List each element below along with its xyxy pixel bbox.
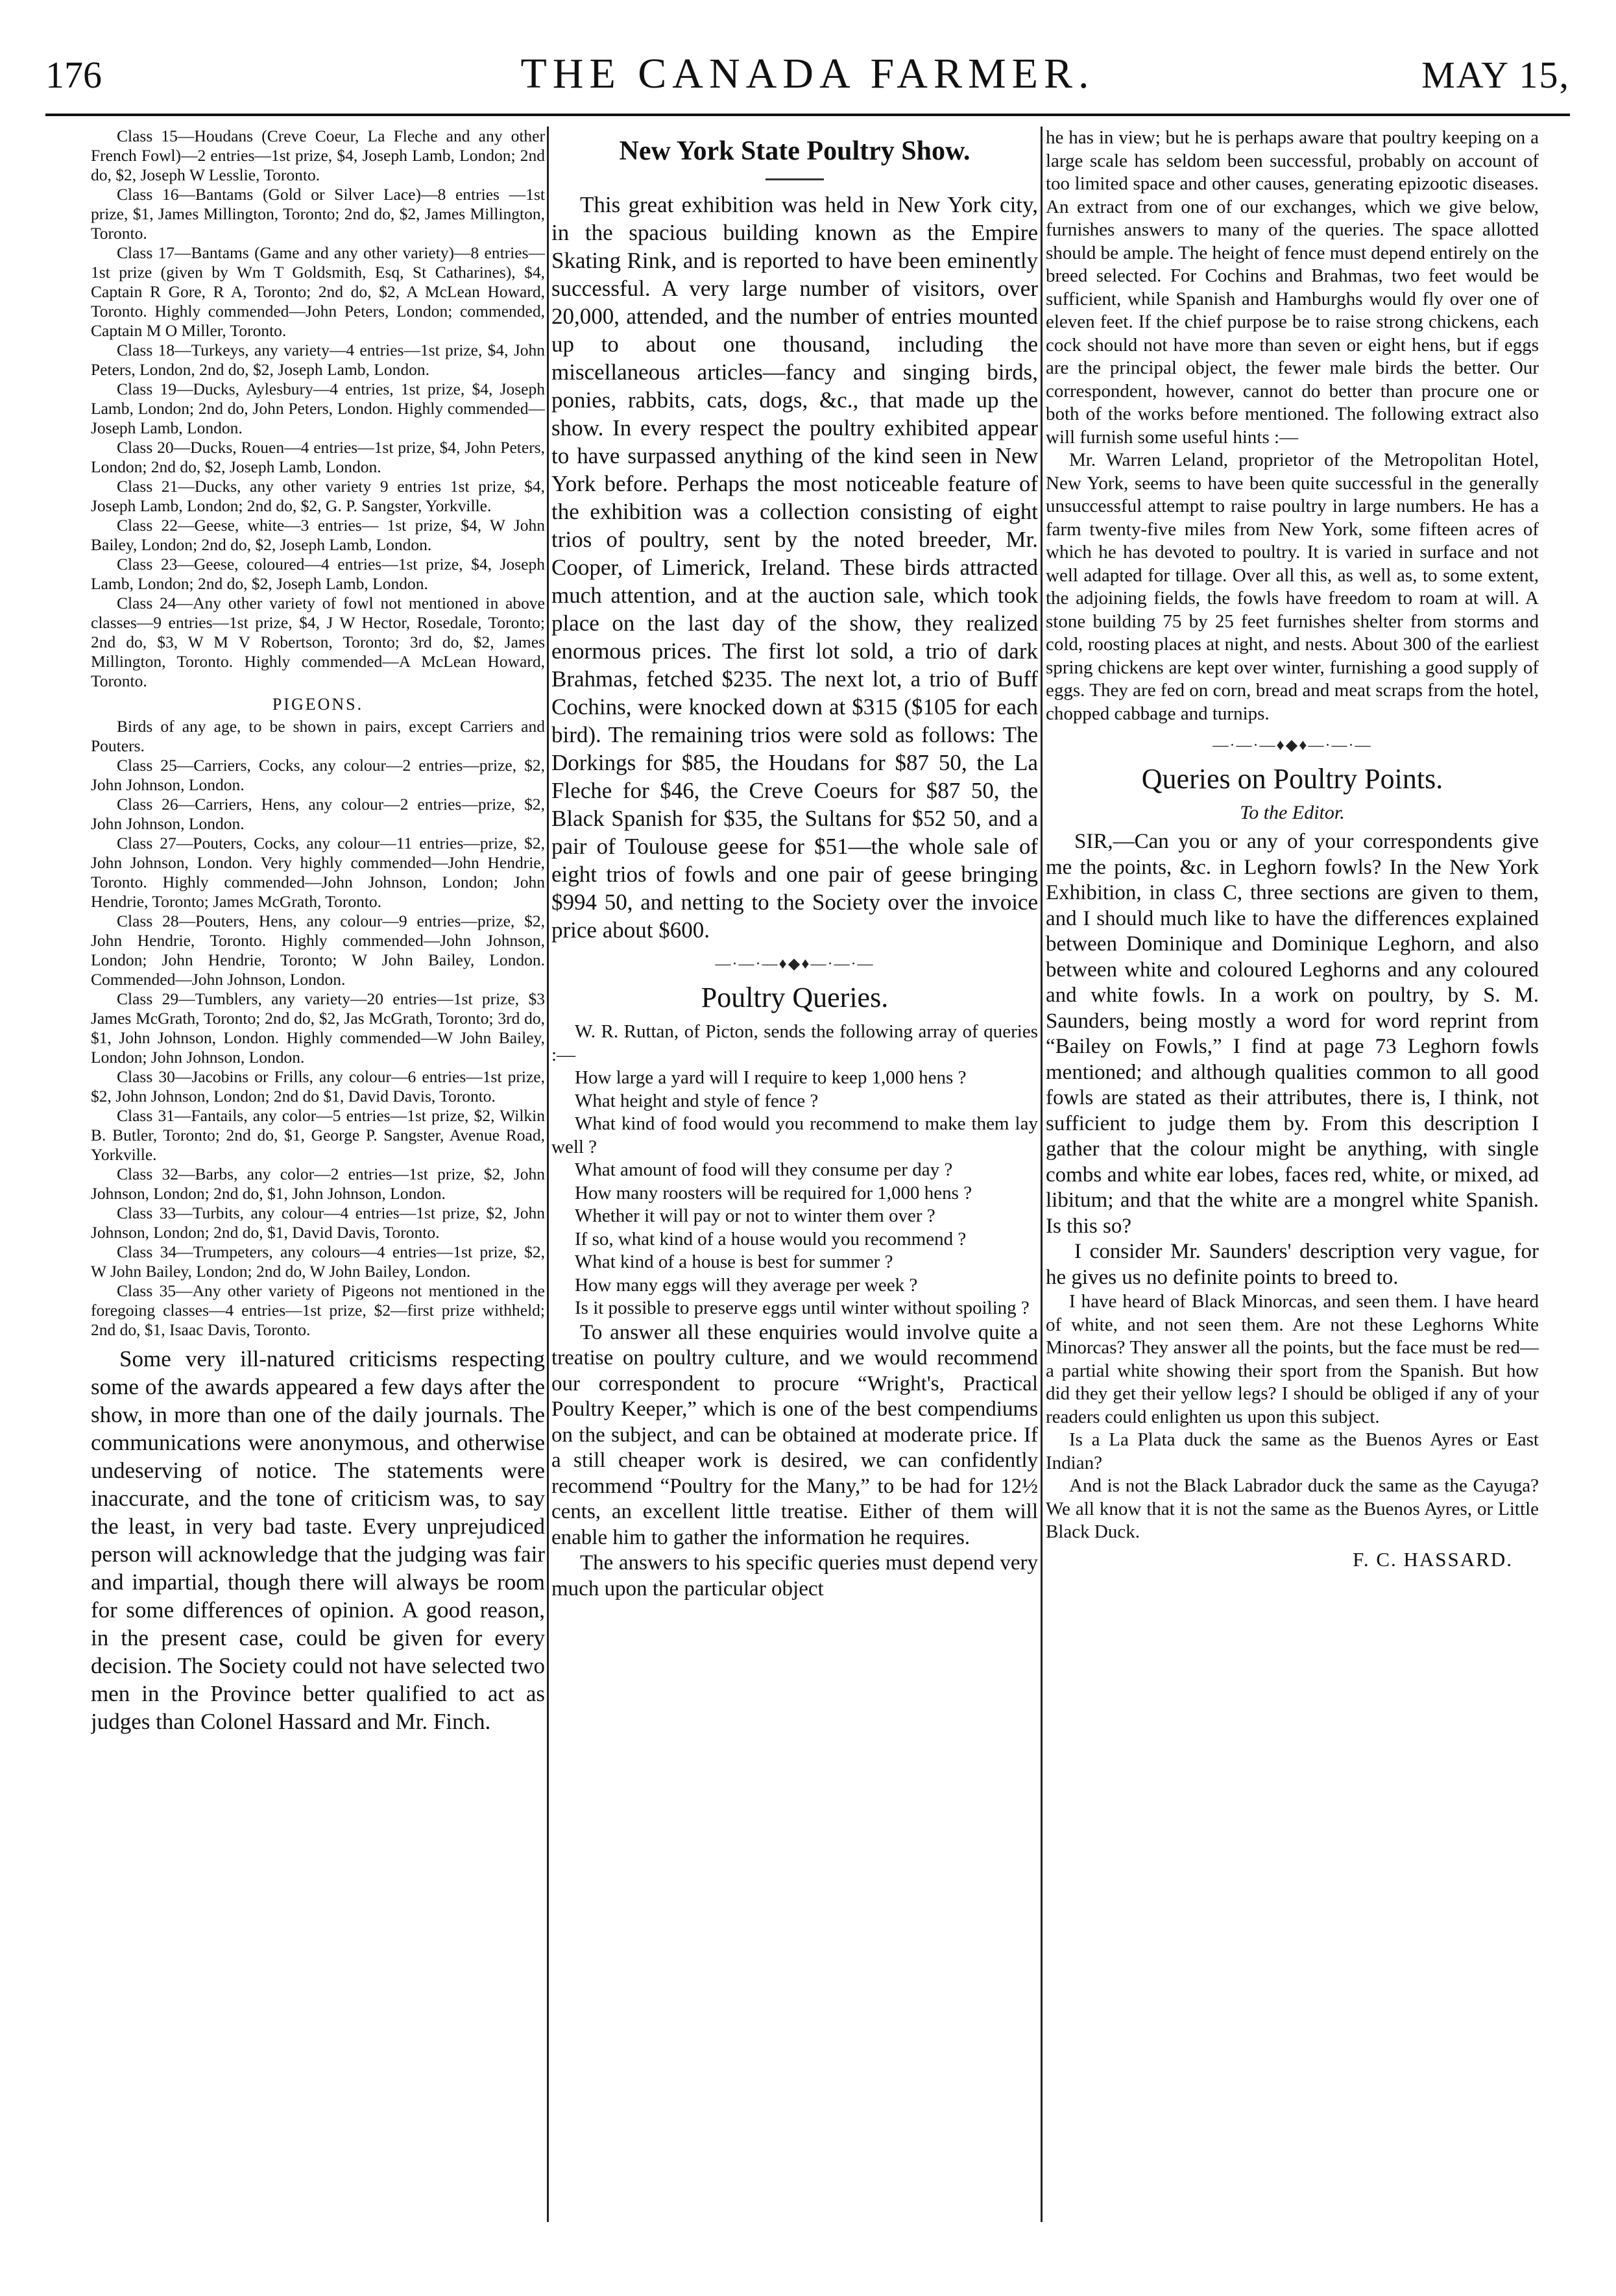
queries-answer: To answer all these enquiries would involve quite a treatise on poultry culture, and we would recommend our correspondent to procure “Wright's, Practical Poultry Keeper,” which is one of the best compendiums on the subject, and can be obtained at moderate price. If a still cheaper work is desired, we can confidently recommend “Poultry for the Many,” to be had for 12½ cents, an excellent little treatise. Either of them will enable him to gather the information he requires. — [551, 1320, 1038, 1549]
query-item: How large a yard will I require to keep 1,000 hens ? — [575, 1067, 967, 1088]
query-item: What kind of a house is best for summer ? — [575, 1251, 893, 1272]
prize-list-fowls — [91, 127, 545, 691]
class-entry: Class 29—Tumblers, any variety—20 entries—1st prize, $3 James McGrath, Toronto; 2nd do, $2, Jas McGrath, Toronto; 3rd do, $1, John Johnson, London. Highly commended—W John Bailey, London; John Johnson, London. — [91, 989, 545, 1067]
pigeons-heading: PIGEONS. — [272, 695, 364, 714]
class-entry: Class 18—Turkeys, any variety—4 entries—1st prize, $4, John Peters, London, 2nd do, $2, Joseph Lamb, London. — [91, 341, 545, 379]
class-entry: Class 35—Any other variety of Pigeons not mentioned in the foregoing classes—4 entries—1st prize, $2—first prize withheld; 2nd do, $1, Isaac Davis, Toronto. — [91, 1281, 545, 1339]
letter-paragraph: And is not the Black Labrador duck the same as the Cayuga? We all know that it is not the same as the Buenos Ayres, or Little Black Duck. — [1046, 1475, 1539, 1542]
article-title-queries-points: Queries on Poultry Points. — [1141, 763, 1443, 795]
column-3 — [1046, 127, 1539, 2242]
class-entry: Class 27—Pouters, Cocks, any colour—11 entries—prize, $2, John Johnson, London. Very highly commended—John Hendrie, Toronto. Highly commended—John Johnson, London; John Hendrie, Toronto; James McGrath, Toronto. — [91, 834, 545, 911]
issue-date: MAY 15, — [1421, 54, 1570, 96]
letter-paragraph: I have heard of Black Minorcas, and seen them. I have heard of white, and not seen them. Are not these Leghorns White Minorcas? They answer all the points, but the face must be red—a partial white showing their sport from the Spanish. But how did they get their yellow legs? I should be obliged if any of your readers could enlighten us upon this subject. — [1046, 1291, 1539, 1427]
letter-paragraph: I consider Mr. Saunders' description very vague, for he gives us no definite points to breed to. — [1046, 1240, 1539, 1289]
signature: F. C. HASSARD. — [1353, 1547, 1513, 1571]
class-entry: Class 24—Any other variety of fowl not mentioned in above classes—9 entries—1st prize, $4, J W Hector, Rosedale, Toronto; 2nd do, $3, W M V Robertson, Toronto; 3rd do, $2, James Millington, Toronto. Highly commended—A McLean Howard, Toronto. — [91, 594, 545, 690]
article-title-ny-show: New York State Poultry Show. — [619, 136, 971, 166]
dedication: To the Editor. — [1240, 802, 1345, 823]
masthead-title: THE CANADA FARMER. — [520, 50, 1095, 97]
queries-answer-continued: The answers to his specific queries must depend very much upon the particular object — [551, 1551, 1038, 1601]
column-rule-2 — [1041, 127, 1043, 2222]
section-divider: —·—·—♦◆♦—·—·— — [715, 956, 874, 973]
criticism-paragraph: Some very ill-natured criticisms respecting some of the awards appeared a few days after the show, in more than one of the daily journals. The communications were anonymous, and otherwise undeserving of notice. The statements were inaccurate, and the tone of criticism was, to say the least, in very bad taste. Every unprejudiced person will acknowledge that the judging was fair and impartial, though there will always be room for some differences of opinion. A good reason, in the present case, could be given for every decision. The Society could not have selected two men in the Province better qualified to act as judges than Colonel Hassard and Mr. Finch. — [91, 1346, 545, 1734]
class-entry: Class 19—Ducks, Aylesbury—4 entries, 1st prize, $4, Joseph Lamb, London; 2nd do, John Peters, London. Highly commended—Joseph Lamb, London. — [91, 380, 545, 437]
class-entry: Class 20—Ducks, Rouen—4 entries—1st prize, $4, John Peters, London; 2nd do, $2, Joseph Lamb, London. — [91, 438, 545, 476]
query-item: Whether it will pay or not to winter them over ? — [575, 1205, 935, 1226]
class-entry: Class 26—Carriers, Hens, any colour—2 entries—prize, $2, John Johnson, London. — [91, 795, 545, 833]
header-rule — [45, 114, 1570, 116]
pigeons-intro: Birds of any age, to be shown in pairs, except Carriers and Pouters. — [91, 717, 545, 755]
column-rule-1 — [547, 127, 549, 2222]
page-number: 176 — [45, 54, 102, 96]
query-item: Is it possible to preserve eggs until winter without spoiling ? — [575, 1298, 1030, 1318]
class-entry: Class 34—Trumpeters, any colours—4 entries—1st prize, $2, W John Bailey, London; 2nd do, W John Bailey, London. — [91, 1242, 545, 1281]
article-title-poultry-queries: Poultry Queries. — [701, 982, 889, 1013]
query-item: How many eggs will they average per week ? — [575, 1274, 918, 1296]
continued-answer: he has in view; but he is perhaps aware that poultry keeping on a large scale has seldom been successful, probably on account of too limited space and other causes, generating epizootic diseases. An extract from one of our exchanges, which we give below, furnishes answers to many of the queries. The space allotted should be ample. The height of fence must depend entirely on the breed selected. For Cochins and Brahmas, two feet would be sufficient, while Spanish and Hamburghs would fly over one of eleven feet. If the chief purpose be to raise strong chickens, each cock should not have more than seven or eight hens, but if eggs are the principal object, the fewer male birds the better. Our correspondent, however, cannot do better than procure one or both of the works before mentioned. The following extract also will furnish some useful hints :— — [1046, 127, 1539, 448]
article-body-ny-show: This great exhibition was held in New York city, in the spacious building known as the Empire Skating Rink, and is reported to have been eminently successful. A very large number of visitors, over 20,000, attended, and the number of entries mounted up to about one thousand, including the miscellaneous articles—fancy and singing birds, ponies, rabbits, cats, dogs, &c., that made up the show. In every respect the poultry exhibited appear to have surpassed anything of the kind seen in New York before. Perhaps the most noticeable feature of the exhibition was a collection consisting of eight trios of poultry, sent by the noted breeder, Mr. Cooper, of Limerick, Ireland. These birds attracted much attention, and at the auction sale, which took place on the last day of the show, they realized enormous prices. The first lot sold, a trio of dark Brahmas, fetched $235. The next lot, a trio of Buff Cochins, were knocked down at $315 ($105 for each bird). The remaining trios were sold as follows: The Dorkings for $85, the Houdans for $87 50, the La Fleche for $46, the Creve Coeurs for $87 50, the Black Spanish for $35, the Sultans for $52 50, and a pair of Toulouse geese for $51—the whole sale of eight trios of fowls and one pair of geese bringing $994 50, and netting to the Society over the invoice price about $600. — [551, 192, 1038, 943]
page-header — [45, 39, 1570, 110]
class-entry: Class 32—Barbs, any color—2 entries—1st prize, $2, John Johnson, London; 2nd do, $1, John Johnson, London. — [91, 1165, 545, 1203]
class-entry: Class 25—Carriers, Cocks, any colour—2 entries—prize, $2, John Johnson, London. — [91, 756, 545, 794]
title-rule — [766, 178, 824, 180]
extract-paragraph: Mr. Warren Leland, proprietor of the Metropolitan Hotel, New York, seems to have been quite successful in the generally unsuccessful attempt to raise poultry in large numbers. He has a farm twenty-five miles from New York, some fifteen acres of which he has devoted to poultry. It is varied in surface and not well adapted for tillage. Over all this, as well as, to some extent, the adjoining fields, the fowls have freedom to roam at will. A stone building 75 by 25 feet furnishes shelter from storms and cold, roosting places at night, and nests. About 300 of the earliest spring chickens are kept over winter, furnishing a good supply of eggs. They are fed on corn, bread and meat scraps from the hotel, chopped cabbage and turnips. — [1046, 450, 1539, 724]
prize-list-pigeons — [91, 756, 545, 1340]
class-entry: Class 16—Bantams (Gold or Silver Lace)—8 entries —1st prize, $1, James Millington, Toronto; 2nd do, $2, James Millington, Toronto. — [91, 185, 545, 243]
class-entry: Class 23—Geese, coloured—4 entries—1st prize, $4, Joseph Lamb, London; 2nd do, $2, Joseph Lamb, London. — [91, 555, 545, 593]
column-2 — [551, 127, 1038, 2248]
class-entry: Class 22—Geese, white—3 entries— 1st prize, $4, W John Bailey, London; 2nd do, $2, Joseph Lamb, London. — [91, 516, 545, 554]
query-item: What height and style of fence ? — [575, 1090, 819, 1111]
query-item: How many roosters will be required for 1,000 hens ? — [575, 1182, 972, 1203]
query-item: What amount of food will they consume per day ? — [575, 1159, 953, 1180]
letter-paragraph: SIR,—Can you or any of your correspondents give me the points, &c. in Leghorn fowls? In the New York Exhibition, in class C, three sections are given to them, and I should much like to have the differences explained between Dominique and Dominique Leghorn, and also between white and coloured Leghorns and any coloured and white fowls. In a work on poultry, by S. M. Saunders, being mostly a word for word reprint from “Bailey on Fowls,” I find at page 73 Leghorn fowls mentioned; and although qualities common to all good fowls are stated as their attributes, there is, I think, not sufficient to judge them by. From this description I gather that the colour might be anything, with single combs and white ear lobes, faces red, white, or mixed, ad libitum; and that the white are a mongrel white Spanish. Is this so? — [1046, 830, 1539, 1238]
letter-paragraph: Is a La Plata duck the same as the Buenos Ayres or East Indian? — [1046, 1429, 1539, 1473]
class-entry: Class 15—Houdans (Creve Coeur, La Fleche and any other French Fowl)—2 entries—1st prize, $4, Joseph Lamb, London; 2nd do, $2, Joseph W Lesslie, Toronto. — [91, 127, 545, 184]
class-entry: Class 30—Jacobins or Frills, any colour—6 entries—1st prize, $2, John Johnson, London; 2nd do $1, David Davis, Toronto. — [91, 1067, 545, 1106]
query-item: If so, what kind of a house would you recommend ? — [575, 1228, 967, 1250]
section-divider: —·—·—♦◆♦—·—·— — [1212, 737, 1372, 754]
queries-intro: W. R. Ruttan, of Picton, sends the following array of queries :— — [551, 1021, 1038, 1065]
class-entry: Class 33—Turbits, any colour—4 entries—1st prize, $2, John Johnson, London; 2nd do, $1, David Davis, Toronto. — [91, 1203, 545, 1242]
class-entry: Class 31—Fantails, any color—5 entries—1st prize, $2, Wilkin B. Butler, Toronto; 2nd do, $1, George P. Sangster, Avenue Road, Yorkville. — [91, 1106, 545, 1164]
class-entry: Class 28—Pouters, Hens, any colour—9 entries—prize, $2, John Hendrie, Toronto. Highly commended—John Johnson, London; John Hendrie, Toronto; W John Bailey, London. Commended—John Johnson, London. — [91, 912, 545, 989]
class-entry: Class 21—Ducks, any other variety 9 entries 1st prize, $4, Joseph Lamb, London; 2nd do, $2, G. P. Sangster, Yorkville. — [91, 477, 545, 515]
column-1 — [91, 127, 545, 2229]
query-item: What kind of food would you recommend to make them lay well ? — [551, 1113, 1038, 1157]
queries-list — [551, 1067, 1038, 1320]
class-entry: Class 17—Bantams (Game and any other variety)—8 entries—1st prize (given by Wm T Goldsmith, Esq, St Catharines), $4, Captain R Gore, R A, Toronto; 2nd do, $2, A McLean Howard, Toronto. Highly commended—John Peters, London; commended, Captain M O Miller, Toronto. — [91, 243, 545, 340]
